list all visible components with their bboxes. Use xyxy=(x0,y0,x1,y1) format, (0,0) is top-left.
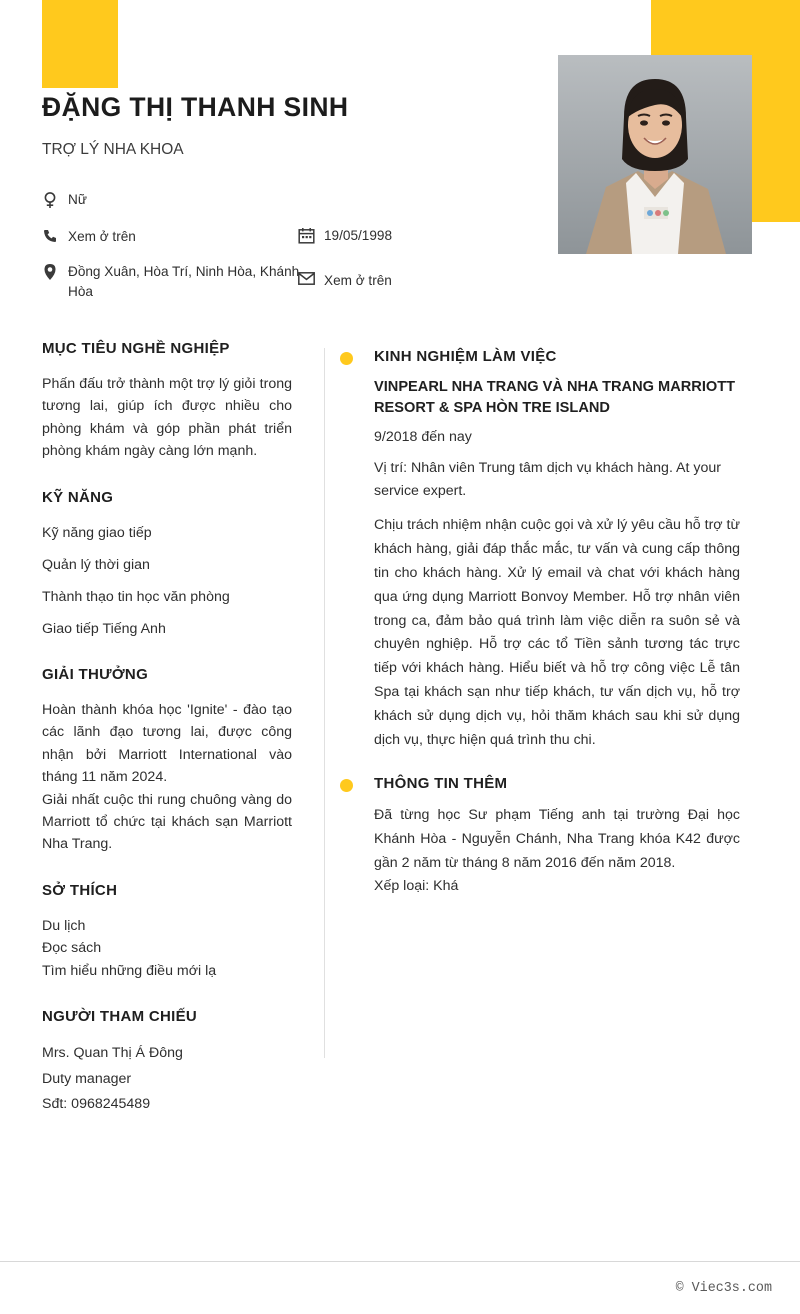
section-title-references: NGƯỜI THAM CHIẾU xyxy=(42,1008,198,1026)
contact-gender-value: Nữ xyxy=(68,192,87,207)
profile-photo xyxy=(558,55,752,254)
contact-row-gender xyxy=(42,190,312,214)
contact-birthdate-value: 19/05/1998 xyxy=(324,228,393,243)
contact-row-phone xyxy=(42,227,312,249)
contact-phone-value: Xem ở trên xyxy=(68,229,136,244)
location-icon xyxy=(42,262,68,286)
section-title-hobbies: SỞ THÍCH xyxy=(42,881,118,899)
experience-company: VINPEARL NHA TRANG VÀ NHA TRANG MARRIOTT RESORT & SPA HÒN TRE ISLAND xyxy=(374,379,736,417)
candidate-job-title: TRỢ LÝ NHA KHOA xyxy=(42,141,184,158)
experience-date: 9/2018 đến nay xyxy=(374,429,472,446)
reference-name: Mrs. Quan Thị Á Đông xyxy=(42,1045,183,1062)
reference-position: Duty manager xyxy=(42,1070,132,1087)
list-item: Du lịch xyxy=(42,917,86,934)
calendar-icon xyxy=(298,226,324,249)
section-title-additional-info: THÔNG TIN THÊM xyxy=(374,774,508,792)
footer-divider xyxy=(0,1261,800,1262)
list-item: Thành thạo tin học văn phòng xyxy=(42,588,230,605)
section-awards xyxy=(42,666,292,856)
column-divider xyxy=(324,348,325,1058)
list-item: Đọc sách xyxy=(42,940,102,957)
list-item: Giao tiếp Tiếng Anh xyxy=(42,620,166,637)
reference-phone: Sđt: 0968245489 xyxy=(42,1096,151,1113)
section-objective xyxy=(42,340,292,463)
footer-credit: © Viec3s.com xyxy=(675,1281,772,1296)
gender-icon xyxy=(42,190,68,214)
section-experience xyxy=(340,348,740,753)
section-additional-info xyxy=(340,775,740,899)
contact-row-address xyxy=(42,262,312,301)
contact-email-value: Xem ở trên xyxy=(324,273,392,288)
contact-column-left xyxy=(42,190,312,314)
section-title-objective: MỤC TIÊU NGHỀ NGHIỆP xyxy=(42,340,230,357)
header-accent-block-left xyxy=(42,0,118,88)
section-skills xyxy=(42,489,292,640)
award-text-1: Hoàn thành khóa học 'Ignite' - đào tạo các lãnh đạo tương lai, được công nhận bởi Marriott International vào tháng 11 năm 2024. xyxy=(42,701,292,786)
timeline-dot-icon xyxy=(340,352,353,365)
section-title-awards: GIẢI THƯỞNG xyxy=(42,665,149,683)
contact-row-email xyxy=(298,271,578,291)
section-hobbies xyxy=(42,882,292,982)
award-text-2: Giải nhất cuộc thi rung chuông vàng do Marriott tổ chức tại khách sạn Marriott Nha Trang. xyxy=(42,791,292,853)
right-column xyxy=(340,348,740,921)
list-item: Kỹ năng giao tiếp xyxy=(42,524,152,541)
list-item: Tìm hiểu những điều mới lạ xyxy=(42,962,217,979)
list-item: Quản lý thời gian xyxy=(42,556,150,573)
contact-column-right xyxy=(298,190,578,304)
experience-position: Vị trí: Nhân viên Trung tâm dịch vụ khách hàng. At your service expert. xyxy=(374,460,721,499)
section-references xyxy=(42,1008,292,1118)
contact-row-birthdate xyxy=(298,226,578,249)
additional-text-2: Xếp loại: Khá xyxy=(374,878,459,895)
phone-icon xyxy=(42,227,68,249)
section-title-experience: KINH NGHIỆM LÀM VIỆC xyxy=(374,348,557,365)
timeline-dot-icon xyxy=(340,779,353,792)
candidate-name: ĐẶNG THỊ THANH SINH xyxy=(42,92,349,122)
objective-text: Phấn đấu trở thành một trợ lý giỏi trong tương lai, giúp ích được nhiều cho phòng khám và góp phần phát triển phòng khám ngày càng lớn mạnh. xyxy=(42,376,292,460)
contact-address-value: Đồng Xuân, Hòa Trí, Ninh Hòa, Khánh Hòa xyxy=(68,264,300,299)
experience-description: Chịu trách nhiệm nhận cuộc gọi và xử lý yêu cầu hỗ trợ từ khách hàng, giải đáp thắc mắc, tư vấn và cung cấp thông tin cho khách hàng. Xử lý email và chat với khách hàng qua ứng dụng Marriott Bonvoy Member. Hỗ trợ nhân viên trong ca, đảm bảo quá trình làm việc diễn ra suôn sẻ và chuyên nghiệp. Hỗ trợ các tổ Tiền sảnh tương tác trực tiếp với khách hàng. Hiểu biết và hỗ trợ công việc Lễ tân Spa tại khách sạn như tiếp khách, tư vấn dịch vụ, hỗ trợ khách sử dụng dịch vụ, hỏi thăm khách sau khi sử dụng dịch vụ, thực hiện quá trình thu chi. xyxy=(374,517,740,748)
additional-text-1: Đã từng học Sư phạm Tiếng anh tại trường Đại học Khánh Hòa - Nguyễn Chánh, Nha Trang khóa K42 được gần 2 năm từ tháng 8 năm 2016 đến năm 2018. xyxy=(374,806,740,871)
email-icon xyxy=(298,271,324,290)
section-title-skills: KỸ NĂNG xyxy=(42,488,114,506)
left-column xyxy=(42,340,292,1144)
